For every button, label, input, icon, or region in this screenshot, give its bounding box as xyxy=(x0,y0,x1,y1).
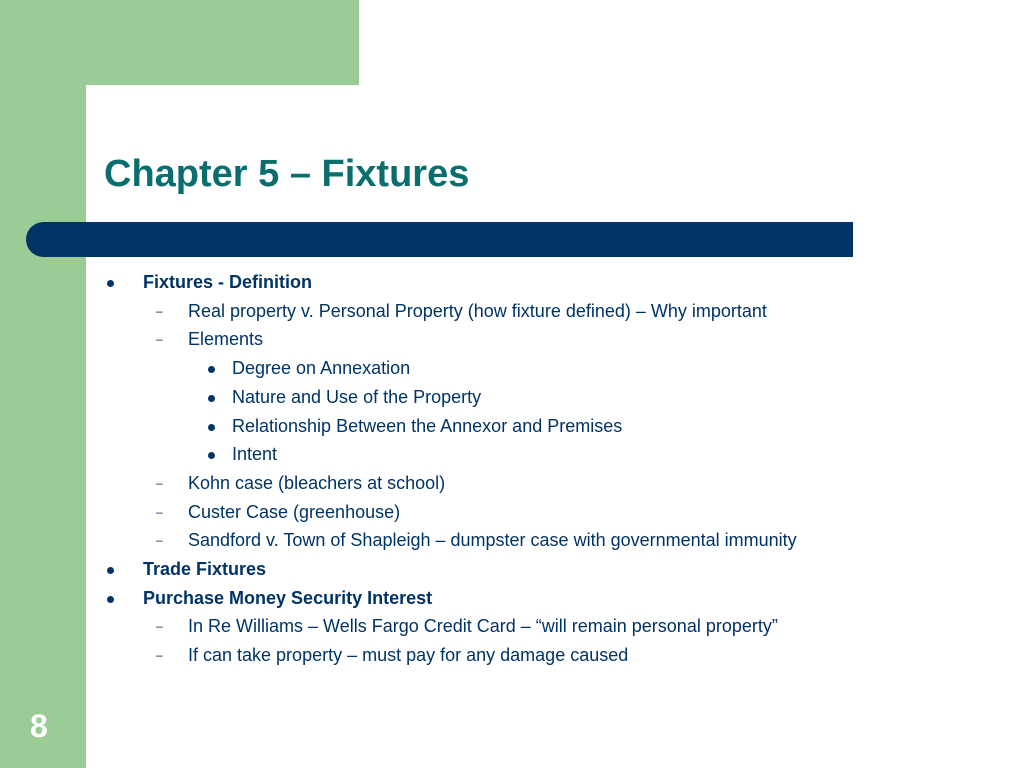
left-decor-bar xyxy=(0,0,86,768)
dash-marker: – xyxy=(156,332,163,346)
bullet-level-3 xyxy=(232,354,410,382)
bullet-dot-icon xyxy=(208,354,215,382)
bullet-text: Degree on Annexation xyxy=(232,358,411,378)
bullet-level-2 xyxy=(156,469,446,497)
bullet-text: Nature and Use of the Property xyxy=(232,387,482,407)
bullet-text: Relationship Between the Annexor and Premises xyxy=(232,416,623,436)
bullet-text: Elements xyxy=(188,329,264,349)
bullet-text: Custer Case (greenhouse) xyxy=(188,502,401,522)
dash-marker: – xyxy=(156,533,163,547)
top-decor-bar xyxy=(86,0,359,85)
dash-marker: – xyxy=(156,505,163,519)
bullet-dot-icon xyxy=(107,584,114,612)
bullet-text: Sandford v. Town of Shapleigh – dumpster case with governmental immunity xyxy=(188,530,797,550)
bullet-dot-icon xyxy=(107,555,114,583)
bullet-level-1 xyxy=(143,555,266,583)
bullet-level-3 xyxy=(232,412,622,440)
bullet-text: Trade Fixtures xyxy=(143,559,267,579)
bullet-text: If can take property – must pay for any damage caused xyxy=(188,645,629,665)
bullet-level-2 xyxy=(156,612,778,640)
bullet-level-3 xyxy=(232,440,277,468)
bullet-text: Intent xyxy=(232,444,278,464)
dash-marker: – xyxy=(156,304,163,318)
title-underline-bar xyxy=(26,222,853,257)
bullet-dot-icon xyxy=(107,268,114,296)
bullet-level-2 xyxy=(156,526,797,554)
bullet-level-2 xyxy=(156,498,401,526)
bullet-dot-icon xyxy=(208,412,215,440)
bullet-text: Purchase Money Security Interest xyxy=(143,588,433,608)
bullet-level-1 xyxy=(143,584,432,612)
bullet-dot-icon xyxy=(208,383,215,411)
bullet-text: Kohn case (bleachers at school) xyxy=(188,473,446,493)
bullet-text: Fixtures - Definition xyxy=(143,272,313,292)
content-corner xyxy=(86,85,146,145)
slide-title: Chapter 5 – Fixtures xyxy=(104,153,470,195)
bullet-dot-icon xyxy=(208,440,215,468)
bullet-text: In Re Williams – Wells Fargo Credit Card – “will remain personal property” xyxy=(188,616,778,636)
dash-marker: – xyxy=(156,648,163,662)
bullet-level-2 xyxy=(156,325,264,353)
bullet-level-1 xyxy=(143,268,312,296)
dash-marker: – xyxy=(156,619,163,633)
dash-marker: – xyxy=(156,476,163,490)
bullet-level-3 xyxy=(232,383,481,411)
bullet-level-2 xyxy=(156,297,767,325)
bullet-text: Real property v. Personal Property (how fixture defined) – Why important xyxy=(188,301,767,321)
bullet-level-2 xyxy=(156,641,629,669)
slide-number: 8 xyxy=(30,708,48,744)
